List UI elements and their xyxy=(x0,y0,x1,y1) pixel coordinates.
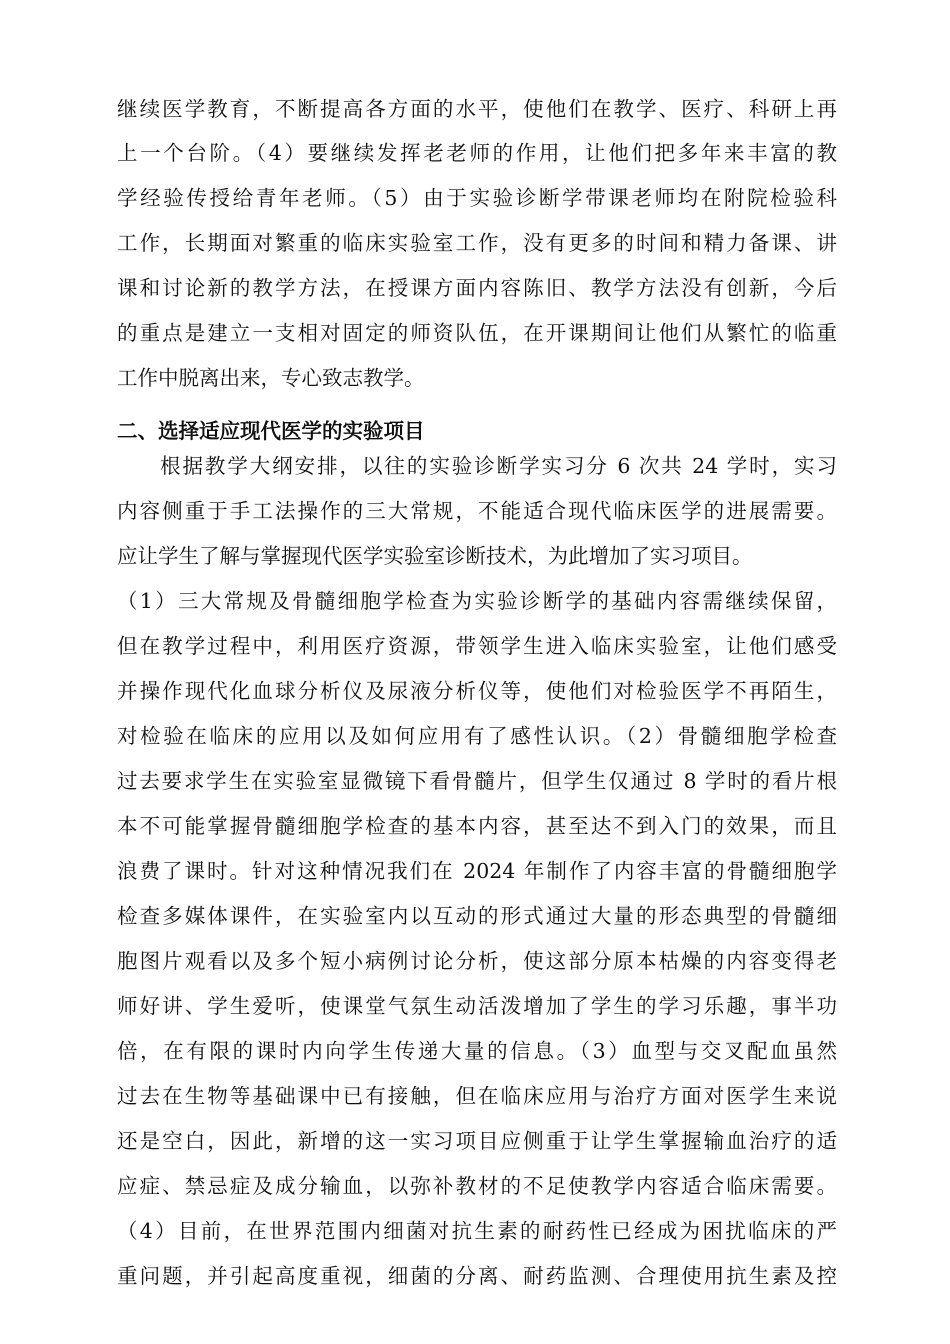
paragraph-2-line: 过去要求学生在实验室显微镜下看骨髓片，但学生仅通过 8 学时的看片根 xyxy=(117,769,837,793)
paragraph-2-line: 浪费了课时。针对这种情况我们在 2024 年制作了内容丰富的骨髓细胞学 xyxy=(117,859,837,883)
paragraph-1-line: 的重点是建立一支相对固定的师资队伍，在开课期间让他们从繁忙的临重 xyxy=(117,321,837,345)
paragraph-2-line: 并操作现代化血球分析仪及尿液分析仪等，使他们对检验医学不再陌生， xyxy=(117,679,837,703)
paragraph-2-line: 倍，在有限的课时内向学生传递大量的信息。（3）血型与交叉配血虽然 xyxy=(117,1039,837,1063)
paragraph-2-line: 应症、禁忌症及成分输血，以弥补教材的不足使教学内容适合临床需要。 xyxy=(117,1174,837,1198)
paragraph-2-line: （1）三大常规及骨髓细胞学检查为实验诊断学的基础内容需继续保留， xyxy=(117,589,837,613)
paragraph-1-line: 学经验传授给青年老师。（5）由于实验诊断学带课老师均在附院检验科 xyxy=(117,186,837,210)
paragraph-1-line: 继续医学教育，不断提高各方面的水平，使他们在教学、医疗、科研上再 xyxy=(117,97,837,121)
paragraph-2-line: 本不可能掌握骨髓细胞学检查的基本内容，甚至达不到入门的效果，而且 xyxy=(117,814,837,838)
paragraph-2-line: 检查多媒体课件，在实验室内以互动的形式通过大量的形态典型的骨髓细 xyxy=(117,904,837,928)
paragraph-2-line: 内容侧重于手工法操作的三大常规，不能适合现代临床医学的进展需要。 xyxy=(117,499,837,523)
paragraph-2-line: 根据教学大纲安排，以往的实验诊断学实习分 6 次共 24 学时，实习 xyxy=(160,454,837,478)
section-heading: 二、选择适应现代医学的实验项目 xyxy=(117,419,425,443)
paragraph-1-line: 上一个台阶。（4）要继续发挥老老师的作用，让他们把多年来丰富的教 xyxy=(117,141,837,165)
paragraph-1-line: 工作中脱离出来，专心致志教学。 xyxy=(117,366,425,390)
paragraph-1-line: 工作，长期面对繁重的临床实验室工作，没有更多的时间和精力备课、讲 xyxy=(117,231,837,255)
paragraph-2-line: 师好讲、学生爱听，使课堂气氛生动活泼增加了学生的学习乐趣，事半功 xyxy=(117,994,837,1018)
paragraph-1-line: 课和讨论新的教学方法，在授课方面内容陈旧、教学方法没有创新，今后 xyxy=(117,276,837,300)
paragraph-2-line: 胞图片观看以及多个短小病例讨论分析，使这部分原本枯燥的内容变得老 xyxy=(117,949,837,973)
paragraph-2-line: 重问题，并引起高度重视，细菌的分离、耐药监测、合理使用抗生素及控 xyxy=(117,1264,837,1288)
paragraph-2-line: 还是空白，因此，新增的这一实习项目应侧重于让学生掌握输血治疗的适 xyxy=(117,1129,837,1153)
paragraph-2-line: 应让学生了解与掌握现代医学实验室诊断技术，为此增加了实习项目。 xyxy=(117,544,753,568)
paragraph-2-line: 但在教学过程中，利用医疗资源，带领学生进入临床实验室，让他们感受 xyxy=(117,634,837,658)
paragraph-2-line: 对检验在临床的应用以及如何应用有了感性认识。（2）骨髓细胞学检查 xyxy=(117,724,837,748)
paragraph-2-line: （4）目前，在世界范围内细菌对抗生素的耐药性已经成为困扰临床的严 xyxy=(117,1219,837,1243)
paragraph-2-line: 过去在生物等基础课中已有接触，但在临床应用与治疗方面对医学生来说 xyxy=(117,1084,837,1108)
